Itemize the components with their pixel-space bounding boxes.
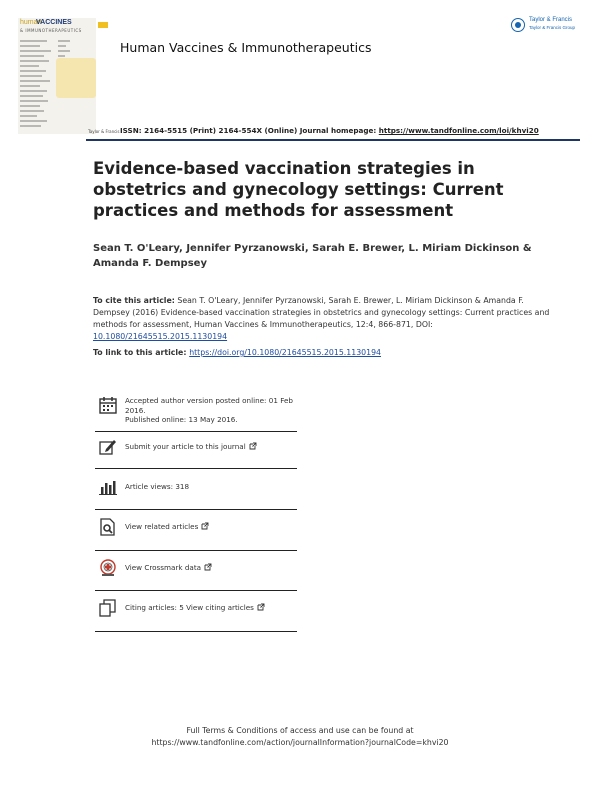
doi-link[interactable]: 10.1080/21645515.2015.1130194: [93, 331, 228, 341]
footer-terms-text: Full Terms & Conditions of access and use can be found at: [186, 726, 414, 735]
related-articles-link[interactable]: View related articles: [125, 522, 199, 531]
article-link-line: [93, 348, 563, 357]
edit-icon: [99, 438, 117, 456]
logo-line2: Taylor & Francis Group: [529, 25, 576, 30]
external-link-icon: [201, 522, 209, 530]
publication-dates: [95, 396, 297, 432]
divider: [95, 631, 297, 632]
external-link-icon: [249, 442, 257, 450]
related-search-icon: [99, 518, 117, 536]
external-link-icon: [257, 603, 265, 611]
issn-text: ISSN: 2164-5515 (Print) 2164-554X (Online) Journal homepage:: [120, 126, 379, 135]
cite-text: Sean T. O'Leary, Jennifer Pyrzanowski, Sarah E. Brewer, L. Miriam Dickinson & Amanda F. Dempsey (2016) Evidence-based vaccination strategies in obstetrics and gynecology settings: Current practices and methods for assessment, Human Vaccines & Immunotherapeutics, 12:4, 866-871, DOI:: [93, 296, 550, 329]
citation-block: [93, 295, 563, 342]
journal-title: Human Vaccines & Immunotherapeutics: [120, 40, 372, 55]
accepted-date: Accepted author version posted online: 01 Feb 2016.: [125, 396, 293, 415]
copy-documents-icon: [99, 599, 117, 617]
calendar-icon: [99, 396, 117, 414]
external-link-icon: [204, 563, 212, 571]
article-url-link[interactable]: https://doi.org/10.1080/21645515.2015.1130194: [189, 348, 381, 357]
logo-line1: Taylor & Francis: [529, 17, 573, 23]
taylor-francis-logo[interactable]: [511, 16, 581, 36]
divider: [95, 550, 297, 551]
published-date: Published online: 13 May 2016.: [125, 415, 238, 424]
crossmark-row[interactable]: [95, 559, 297, 579]
journal-cover-thumbnail: [18, 18, 96, 134]
article-views-row: [95, 478, 297, 498]
cover-brand-immuno: & IMMUNOTHERAPEUTICS: [20, 28, 82, 33]
submit-article-row[interactable]: [95, 438, 297, 458]
related-articles-row[interactable]: [95, 518, 297, 538]
link-label: To link to this article:: [93, 348, 190, 357]
crossmark-icon: [99, 559, 117, 577]
cover-text-lines: [20, 40, 54, 130]
cover-text-lines-2: [58, 40, 70, 60]
cover-brand-vaccines: VACCINES: [36, 19, 72, 26]
cover-brand-human: human: [20, 19, 42, 26]
logo-icon: [511, 18, 525, 32]
article-authors: Sean T. O'Leary, Jennifer Pyrzanowski, Sarah E. Brewer, L. Miriam Dickinson & Amanda F. Dempsey: [93, 243, 532, 269]
submit-article-link[interactable]: Submit your article to this journal: [125, 442, 246, 451]
divider: [95, 431, 297, 432]
divider: [95, 468, 297, 469]
cover-image: [56, 58, 96, 98]
small-publisher-logo: Taylor & Francis: [88, 129, 120, 134]
footer-terms-link[interactable]: https://www.tandfonline.com/action/journalInformation?journalCode=khvi20: [151, 737, 449, 747]
header-rule: [86, 139, 580, 141]
article-title: Evidence-based vaccination strategies in obstetrics and gynecology settings: Current practices and methods for assessment: [93, 159, 504, 220]
crossmark-link[interactable]: View Crossmark data: [125, 563, 202, 572]
bar-chart-icon: [99, 478, 117, 496]
citing-articles-link[interactable]: Citing articles: 5 View citing articles: [125, 603, 254, 612]
cover-tag: [98, 22, 108, 28]
issn-line: [120, 126, 539, 135]
divider: [95, 509, 297, 510]
article-views: Article views: 318: [125, 482, 190, 491]
cite-label: To cite this article:: [93, 296, 175, 305]
journal-homepage-link[interactable]: https://www.tandfonline.com/loi/khvi20: [378, 126, 539, 135]
divider: [95, 590, 297, 591]
footer: [0, 725, 600, 748]
citing-articles-row[interactable]: [95, 599, 297, 619]
